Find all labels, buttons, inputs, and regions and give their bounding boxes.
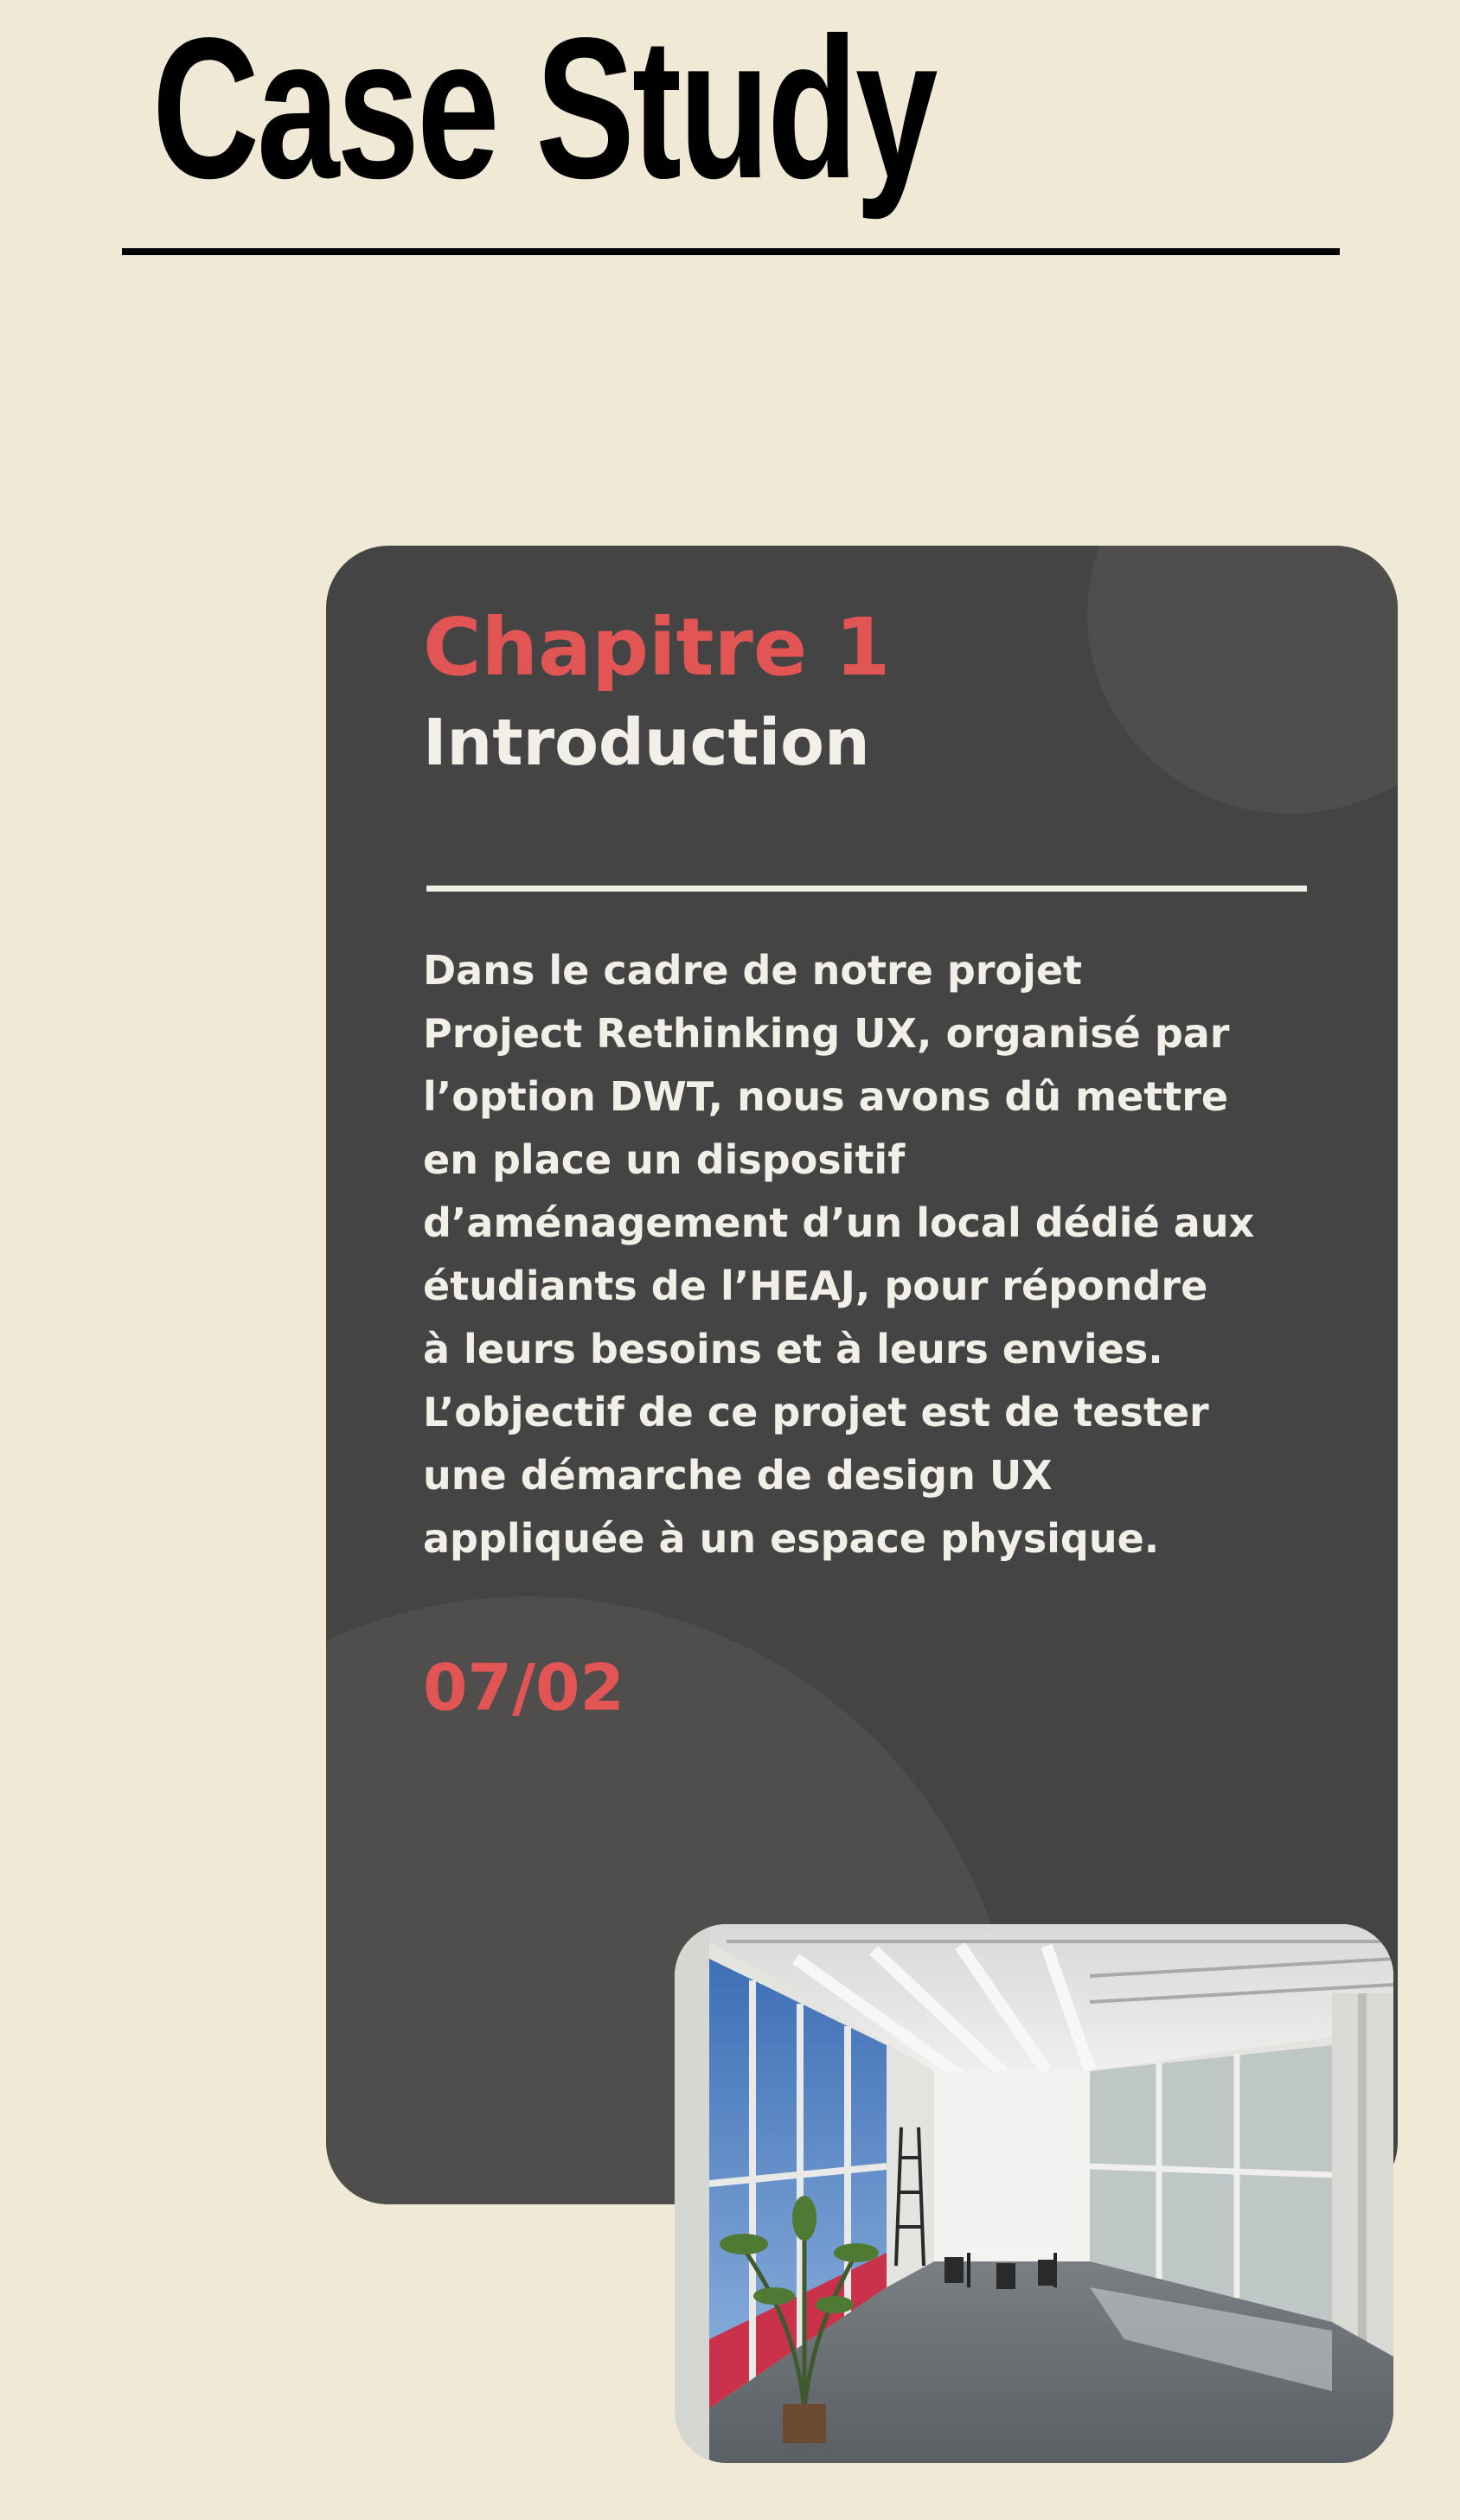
page-title: Case Study [152,0,936,221]
title-divider [122,248,1340,255]
card-divider [426,886,1307,892]
decorative-circle-top [1087,546,1398,814]
room-photo [675,1924,1393,2463]
chapter-label: Chapitre 1 [423,601,891,694]
room-photo-illustration [675,1924,1393,2463]
chapter-title: Introduction [423,706,870,780]
date-label: 07/02 [423,1651,624,1725]
intro-paragraph: Dans le cadre de notre projet Project Rethinking UX, organisé par l’option DWT, nous avons dû mettre en place un dispositif d’aménagement d’un local dédié aux étudiants de l’HEAJ, pour répondre à leurs besoins et à leurs envies. L’objectif de ce projet est de tester une démarche de design UX appliquée à un espace physique. [423,947,1255,1562]
